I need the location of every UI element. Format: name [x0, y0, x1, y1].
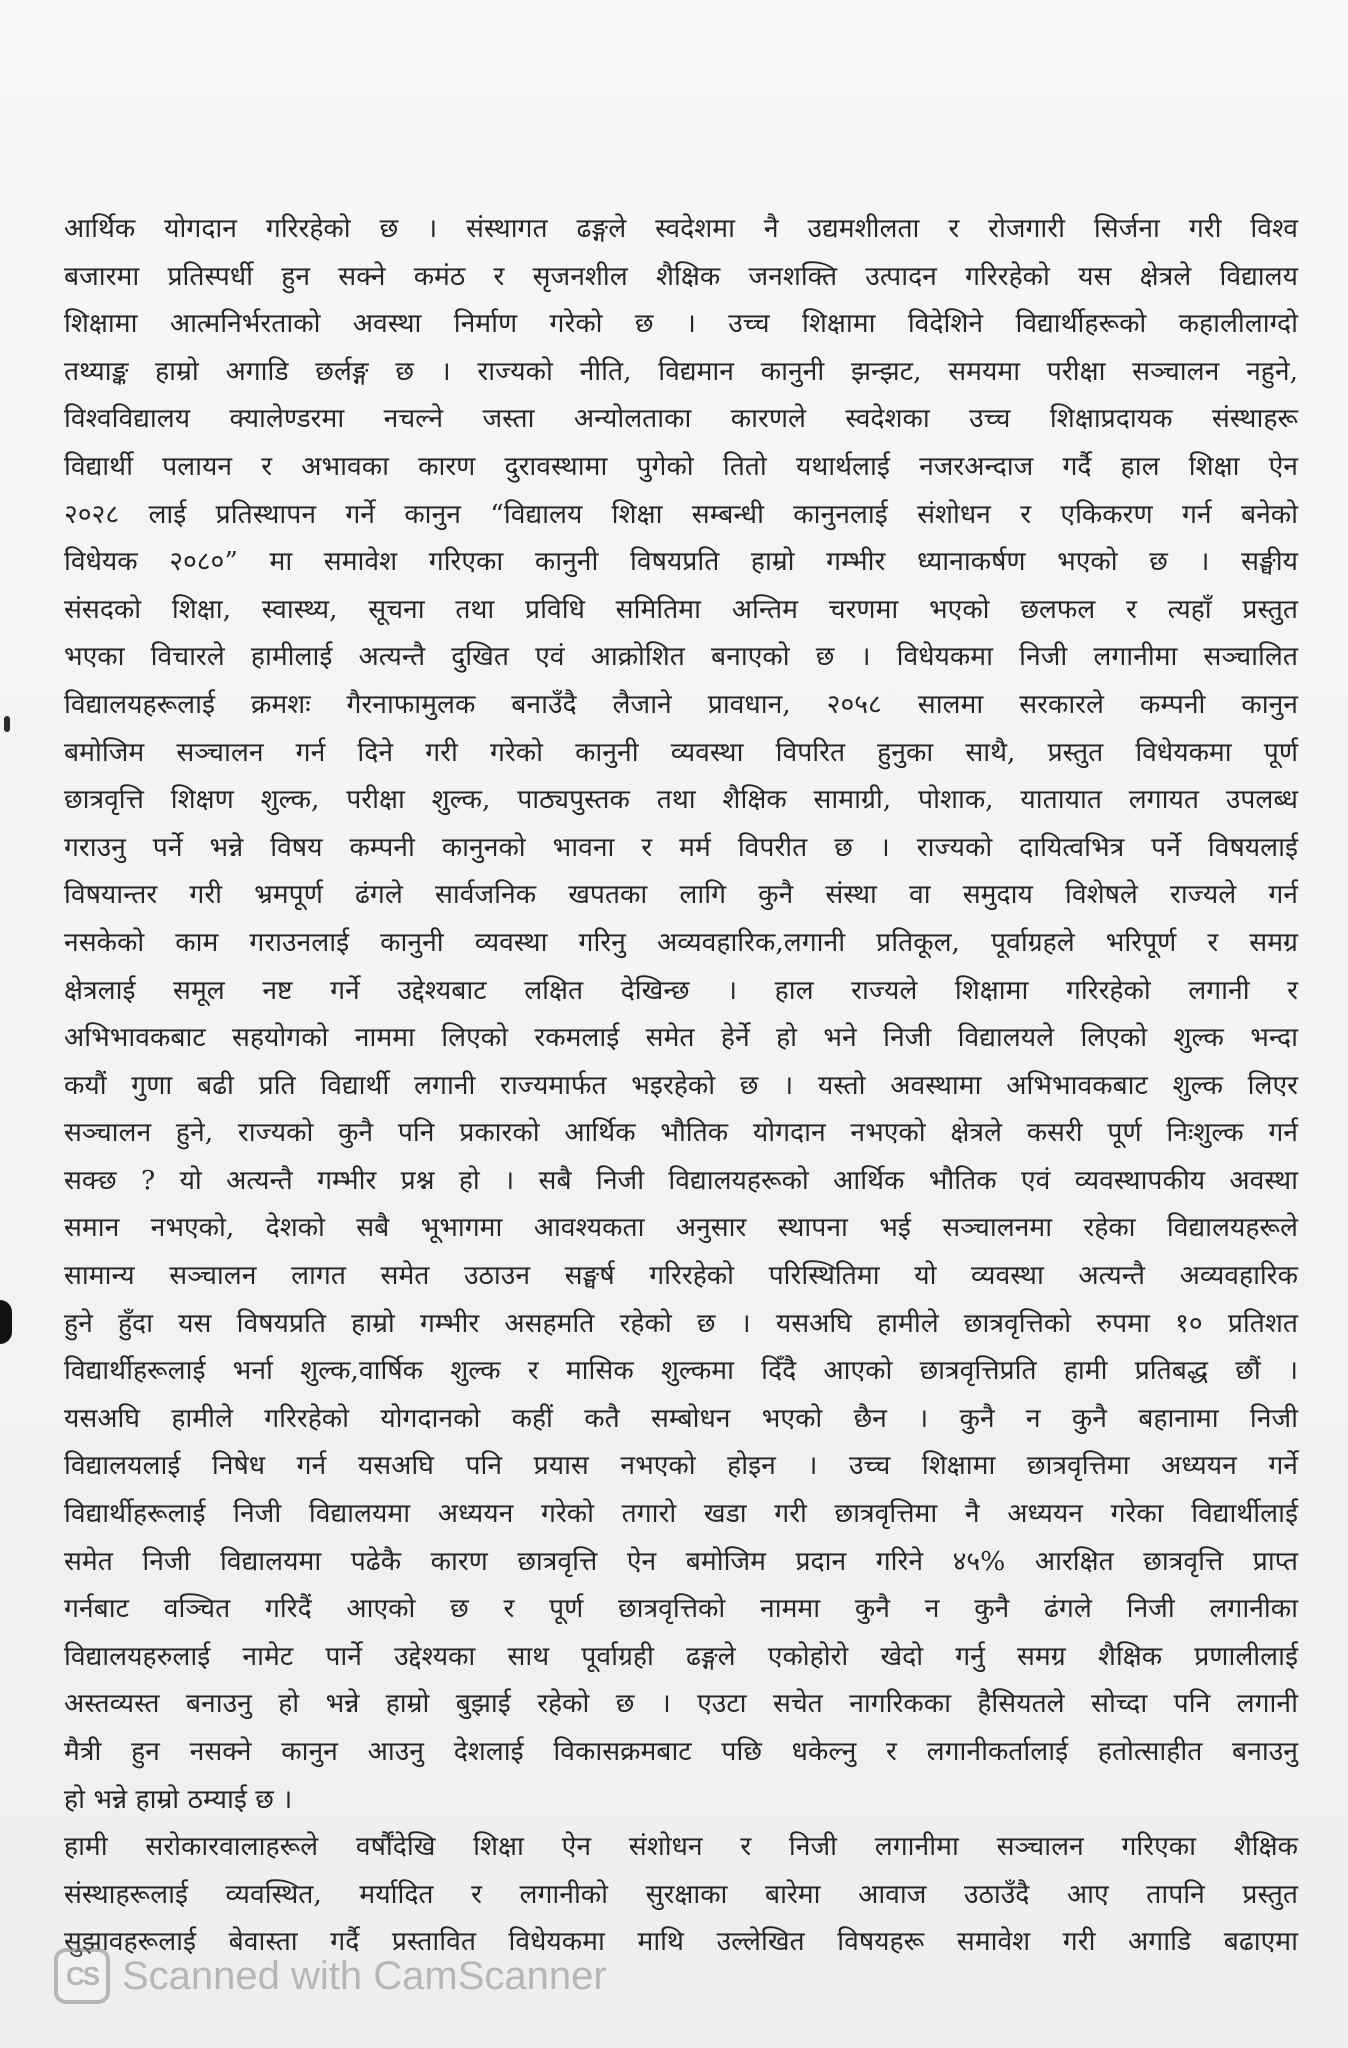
text-line: बमोजिम सञ्चालन गर्न दिने गरी गरेको कानुनी व्यवस्था विपरित हुनुका साथै, प्रस्तुत विधेयकमा पूर्ण — [64, 736, 1298, 768]
text-line: समेत निजी विद्यालयमा पढेकै कारण छात्रवृत्ति ऐन बमोजिम प्रदान गरिने ४५% आरक्षित छात्रवृत्ति प्राप्त — [64, 1545, 1298, 1577]
text-line: सामान्य सञ्चालन लागत समेत उठाउन सङ्घर्ष गरिरहेको परिस्थितिमा यो व्यवस्था अत्यन्तै अव्यवहारिक — [64, 1260, 1298, 1292]
text-line: कयौं गुणा बढी प्रति विद्यार्थी लगानी राज्यमार्फत भइरहेको छ । यस्तो अवस्थामा अभिभावकबाट शुल्क लिएर — [64, 1069, 1298, 1101]
text-line: अस्तव्यस्त बनाउनु हो भन्ने हाम्रो बुझाई रहेको छ । एउटा सचेत नागरिकका हैसियतले सोच्दा पनि लगानी — [64, 1688, 1298, 1720]
text-line: विद्यालयहरूलाई क्रमशः गैरनाफामुलक बनाउँदै लैजाने प्रावधान, २०५८ सालमा सरकारले कम्पनी कानुन — [64, 688, 1298, 720]
binder-hole-mark — [0, 1300, 12, 1344]
text-line: हामी सरोकारवालाहरूले वर्षौंदेखि शिक्षा ऐन संशोधन र निजी लगानीमा सञ्चालन गरिएका शैक्षिक — [64, 1831, 1298, 1863]
text-line: विश्वविद्यालय क्यालेण्डरमा नचल्ने जस्ता अन्योलताका कारणले स्वदेशका उच्च शिक्षाप्रदायक संस्थाहरू — [64, 403, 1298, 435]
text-line: विद्यालयलाई निषेध गर्न यसअघि पनि प्रयास नभएको होइन । उच्च शिक्षामा छात्रवृत्तिमा अध्ययन गर्ने — [64, 1450, 1298, 1482]
text-line: सुझावहरूलाई बेवास्ता गर्दै प्रस्तावित विधेयकमा माथि उल्लेखित विषयहरू समावेश गरी अगाडि बढाएमा — [64, 1926, 1298, 1958]
text-line: विषयान्तर गरी भ्रमपूर्ण ढंगले सार्वजनिक खपतका लागि कुनै संस्था वा समुदाय विशेषले राज्यले गर्न — [64, 879, 1298, 911]
text-line: विद्यार्थीहरूलाई निजी विद्यालयमा अध्ययन गरेको तगारो खडा गरी छात्रवृत्तिमा नै अध्ययन गरेका विद्यार्थीलाई — [64, 1498, 1298, 1530]
text-line: बजारमा प्रतिस्पर्धी हुन सक्ने कमंठ र सृजनशील शैक्षिक जनशक्ति उत्पादन गरिरहेको यस क्षेत्रले विद्यालय — [64, 260, 1298, 292]
text-line: सक्छ ? यो अत्यन्तै गम्भीर प्रश्न हो । सबै निजी विद्यालयहरूको आर्थिक भौतिक एवं व्यवस्थापकीय अवस्था — [64, 1164, 1298, 1196]
text-line: समान नभएको, देशको सबै भूभागमा आवश्यकता अनुसार स्थापना भई सञ्चालनमा रहेका विद्यालयहरूले — [64, 1212, 1298, 1244]
text-line: यसअघि हामीले गरिरहेको योगदानको कहीं कतै सम्बोधन भएको छैन । कुनै न कुनै बहानामा निजी — [64, 1402, 1298, 1434]
camscanner-watermark — [54, 1944, 607, 2008]
text-line: २०२८ लाई प्रतिस्थापन गर्ने कानुन “विद्यालय शिक्षा सम्बन्धी कानुनलाई संशोधन र एकिकरण गर्न बनेको — [64, 498, 1298, 530]
document-body — [64, 205, 1298, 1966]
text-line: विद्यार्थी पलायन र अभावका कारण दुरावस्थामा पुगेको तितो यथार्थलाई नजरअन्दाज गर्दै हाल शिक्षा ऐन — [64, 450, 1298, 482]
text-line: आर्थिक योगदान गरिरहेको छ । संस्थागत ढङ्गले स्वदेशमा नै उद्यमशीलता र रोजगारी सिर्जना गरी विश्व — [64, 213, 1298, 244]
watermark-text: Scanned with CamScanner — [122, 1953, 607, 1998]
text-line: शिक्षामा आत्मनिर्भरताको अवस्था निर्माण गरेको छ । उच्च शिक्षामा विदेशिने विद्यार्थीहरूको कहालीलाग्दो — [64, 308, 1298, 340]
camscanner-logo-icon: CS — [54, 1948, 110, 2004]
text-line: अभिभावकबाट सहयोगको नाममा लिएको रकमलाई समेत हेर्ने हो भने निजी विद्यालयले लिएको शुल्क भन्दा — [64, 1022, 1298, 1054]
text-line: विद्यार्थीहरूलाई भर्ना शुल्क,वार्षिक शुल्क र मासिक शुल्कमा दिँदै आएको छात्रवृत्तिप्रति हामी प्रतिबद्ध छौं । — [64, 1355, 1298, 1387]
text-line: गराउनु पर्ने भन्ने विषय कम्पनी कानुनको भावना र मर्म विपरीत छ । राज्यको दायित्वभित्र पर्ने विषयलाई — [64, 831, 1298, 863]
text-line: संस्थाहरूलाई व्यवस्थित, मर्यादित र लगानीको सुरक्षाका बारेमा आवाज उठाउँदै आए तापनि प्रस्तुत — [64, 1878, 1298, 1910]
text-line: विधेयक २०८०” मा समावेश गरिएका कानुनी विषयप्रति हाम्रो गम्भीर ध्यानाकर्षण भएको छ । सङ्घीय — [64, 546, 1298, 578]
text-line: मैत्री हुन नसक्ने कानुन आउनु देशलाई विकासक्रमबाट पछि धकेल्नु र लगानीकर्तालाई हतोत्साहीत बनाउनु — [64, 1736, 1298, 1767]
text-line: गर्नबाट वञ्चित गरिदैं आएको छ र पूर्ण छात्रवृत्तिको नाममा कुनै न कुनै ढंगले निजी लगानीका — [64, 1593, 1298, 1625]
text-line: भएका विचारले हामीलाई अत्यन्तै दुखित एवं आक्रोशित बनाएको छ । विधेयकमा निजी लगानीमा सञ्चालित — [64, 641, 1298, 673]
margin-ink-mark — [4, 716, 10, 732]
text-line: हुने हुँदा यस विषयप्रति हाम्रो गम्भीर असहमति रहेको छ । यसअघि हामीले छात्रवृत्तिको रुपमा १० प्रतिशत — [64, 1307, 1298, 1339]
text-line: संसदको शिक्षा, स्वास्थ्य, सूचना तथा प्रविधि समितिमा अन्तिम चरणमा भएको छलफल र त्यहाँ प्रस्तुत — [64, 593, 1298, 625]
text-line: तथ्याङ्क हाम्रो अगाडि छर्लङ्ग छ । राज्यको नीति, विद्यमान कानुनी झन्झट, समयमा परीक्षा सञ्चालन नहुने, — [64, 355, 1298, 387]
text-line: सञ्चालन हुने, राज्यको कुनै पनि प्रकारको आर्थिक भौतिक योगदान नभएको क्षेत्रले कसरी पूर्ण निःशुल्क गर्न — [64, 1117, 1298, 1149]
text-line: विद्यालयहरुलाई नामेट पार्ने उद्देश्यका साथ पूर्वाग्रही ढङ्गले एकोहोरो खेदो गर्नु समग्र शैक्षिक प्रणालीलाई — [64, 1640, 1298, 1672]
text-line: नसकेको काम गराउनलाई कानुनी व्यवस्था गरिनु अव्यवहारिक,लगानी प्रतिकूल, पूर्वाग्रहले भरिपूर्ण र समग्र — [64, 926, 1298, 958]
paragraph-end-line: हो भन्ने हाम्रो ठम्याई छ । — [64, 1783, 293, 1815]
text-line: छात्रवृत्ति शिक्षण शुल्क, परीक्षा शुल्क, पाठ्यपुस्तक तथा शैक्षिक सामाग्री, पोशाक, यातायात लगायत उपलब्ध — [64, 784, 1298, 816]
text-line: क्षेत्रलाई समूल नष्ट गर्ने उद्देश्यबाट लक्षित देखिन्छ । हाल राज्यले शिक्षामा गरिरहेको लगानी र — [64, 974, 1298, 1006]
